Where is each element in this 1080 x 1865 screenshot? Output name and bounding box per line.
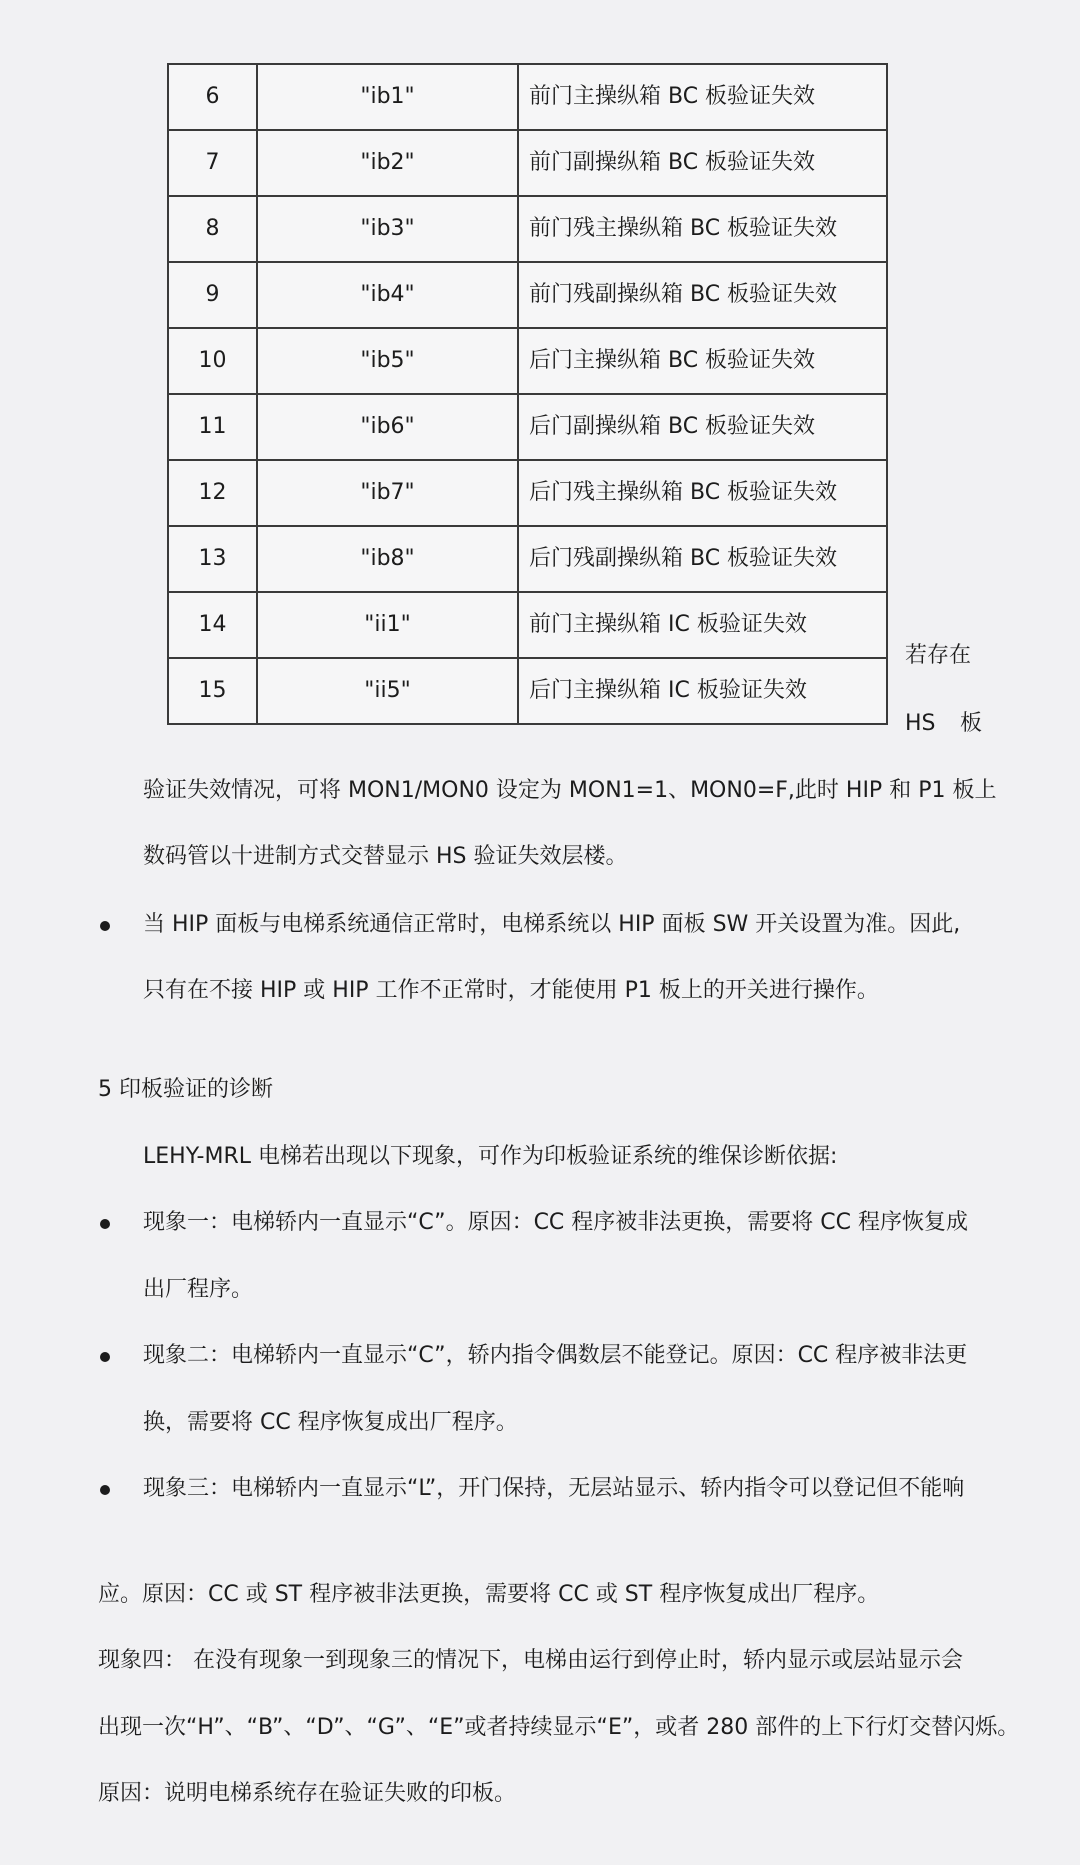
paragraph-line: 验证失效情况，可将 MON1/MON0 设定为 MON1=1、MON0=F,此时 HIP 和 P1 板上	[143, 778, 997, 803]
table-row	[168, 130, 887, 196]
failure-description: 前门副操纵箱 BC 板验证失效	[518, 130, 887, 196]
bullet-dot	[100, 1485, 110, 1495]
table-row	[168, 262, 887, 328]
failure-description: 前门主操纵箱 BC 板验证失效	[518, 64, 887, 130]
side-note-line2-board: 板	[960, 711, 983, 736]
table-row	[168, 460, 887, 526]
failure-description: 后门残主操纵箱 BC 板验证失效	[518, 460, 887, 526]
phenomenon-3-line: 现象三：电梯轿内一直显示“L”，开门保持，无层站显示、轿内指令可以登记但不能响	[143, 1476, 965, 1501]
phenomenon-2-line: 换，需要将 CC 程序恢复成出厂程序。	[143, 1410, 518, 1435]
row-number: 14	[168, 592, 257, 658]
failure-description: 前门残主操纵箱 BC 板验证失效	[518, 196, 887, 262]
section-heading: 5 印板验证的诊断	[98, 1077, 273, 1102]
verification-failure-table	[167, 63, 888, 725]
table-row	[168, 526, 887, 592]
row-number: 15	[168, 658, 257, 724]
phenomenon-1-line: 出厂程序。	[143, 1277, 254, 1302]
error-code: "ib4"	[257, 262, 518, 328]
phenomenon-4-line: 出现一次“H”、“B”、“D”、“G”、“E”或者持续显示“E”，或者 280 部件的上下行灯交替闪烁。	[98, 1715, 1020, 1740]
row-number: 7	[168, 130, 257, 196]
error-code: "ib5"	[257, 328, 518, 394]
section-intro: LEHY-MRL 电梯若出现以下现象，可作为印板验证系统的维保诊断依据:	[143, 1144, 838, 1169]
phenomenon-1-line: 现象一：电梯轿内一直显示“C”。原因：CC 程序被非法更换，需要将 CC 程序恢复成	[143, 1210, 968, 1235]
table-body	[168, 64, 887, 724]
row-number: 13	[168, 526, 257, 592]
error-code: "ib2"	[257, 130, 518, 196]
phenomenon-4-cause: 原因：说明电梯系统存在验证失败的印板。	[98, 1781, 517, 1806]
row-number: 8	[168, 196, 257, 262]
bullet-dot	[100, 921, 110, 931]
bullet-hip-line: 只有在不接 HIP 或 HIP 工作不正常时，才能使用 P1 板上的开关进行操作。	[143, 978, 879, 1003]
table-row	[168, 64, 887, 130]
table-row	[168, 658, 887, 724]
row-number: 6	[168, 64, 257, 130]
error-code: "ib6"	[257, 394, 518, 460]
failure-description: 后门主操纵箱 IC 板验证失效	[518, 658, 887, 724]
bullet-dot	[100, 1352, 110, 1362]
row-number: 11	[168, 394, 257, 460]
row-number: 12	[168, 460, 257, 526]
failure-description: 后门残副操纵箱 BC 板验证失效	[518, 526, 887, 592]
error-code: "ib3"	[257, 196, 518, 262]
table-row	[168, 592, 887, 658]
table-row	[168, 394, 887, 460]
failure-description: 前门残副操纵箱 BC 板验证失效	[518, 262, 887, 328]
bullet-dot	[100, 1219, 110, 1229]
paragraph-line: 数码管以十进制方式交替显示 HS 验证失效层楼。	[143, 844, 628, 869]
row-number: 9	[168, 262, 257, 328]
error-code: "ii1"	[257, 592, 518, 658]
error-code: "ib7"	[257, 460, 518, 526]
failure-description: 后门主操纵箱 BC 板验证失效	[518, 328, 887, 394]
failure-description: 前门主操纵箱 IC 板验证失效	[518, 592, 887, 658]
failure-description: 后门副操纵箱 BC 板验证失效	[518, 394, 887, 460]
error-code: "ib8"	[257, 526, 518, 592]
phenomenon-4-line: 现象四： 在没有现象一到现象三的情况下，电梯由运行到停止时，轿内显示或层站显示会	[98, 1648, 963, 1673]
table-row	[168, 196, 887, 262]
table-row	[168, 328, 887, 394]
error-code: "ii5"	[257, 658, 518, 724]
error-code: "ib1"	[257, 64, 518, 130]
bullet-hip-line: 当 HIP 面板与电梯系统通信正常时，电梯系统以 HIP 面板 SW 开关设置为准。因此,	[143, 912, 961, 937]
row-number: 10	[168, 328, 257, 394]
side-note-line2-hs: HS	[905, 711, 936, 736]
phenomenon-2-line: 现象二：电梯轿内一直显示“C”，轿内指令偶数层不能登记。原因：CC 程序被非法更	[143, 1343, 968, 1368]
side-note-line1: 若存在	[905, 643, 972, 668]
phenomenon-3-line: 应。原因：CC 或 ST 程序被非法更换，需要将 CC 或 ST 程序恢复成出厂程序。	[98, 1582, 880, 1607]
